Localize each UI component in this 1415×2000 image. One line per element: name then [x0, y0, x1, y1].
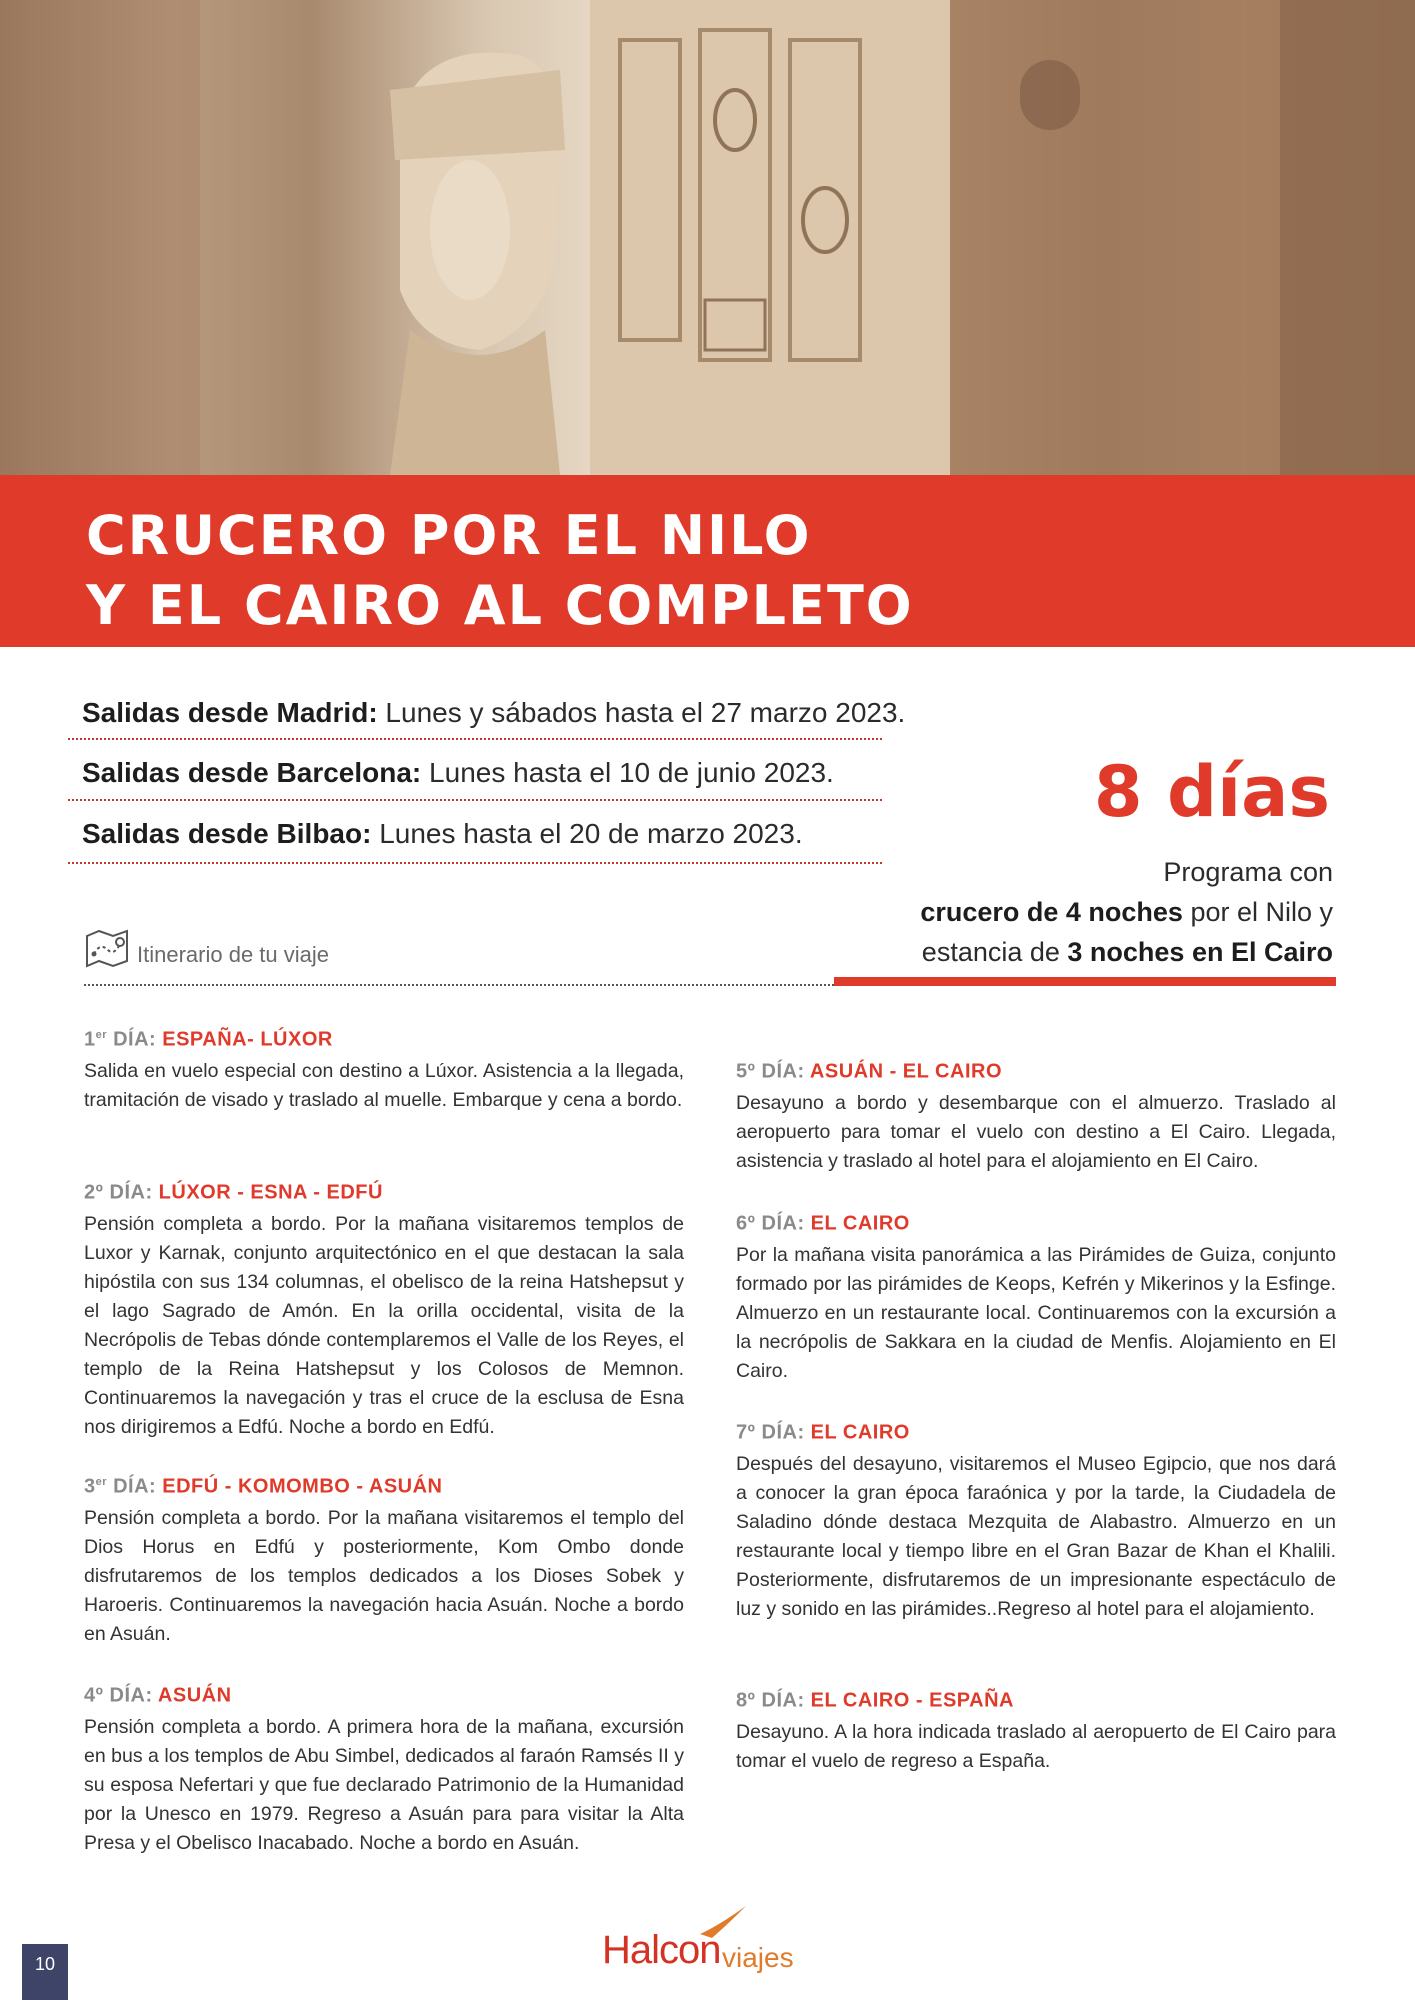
day-prefix: DÍA: [755, 1212, 811, 1235]
day-heading [736, 1052, 1336, 1087]
day-route: ASUÁN [157, 1684, 232, 1707]
map-route-icon [84, 928, 130, 968]
program-summary [773, 852, 1333, 972]
day-route: LÚXOR - ESNA - EDFÚ [158, 1181, 383, 1204]
day-description: Salida en vuelo especial con destino a Lúxor. Asistencia a la llegada, tramitación de visado y traslado al muelle. Embarque y cena a bordo. [84, 1059, 684, 1111]
departure-value: Lunes hasta el 10 de junio 2023. [429, 757, 834, 788]
day-heading [736, 1681, 1336, 1716]
cruise-nights: crucero de 4 noches [920, 897, 1183, 927]
day-route: EDFÚ - KOMOMBO - ASUÁN [162, 1475, 443, 1498]
day-3 [84, 1467, 684, 1649]
page-title [86, 501, 914, 641]
departure-value: Lunes hasta el 20 de marzo 2023. [379, 818, 803, 849]
day-description: Pensión completa a bordo. A primera hora de la mañana, excursión en bus a los templos de Abu Simbel, dedicados al faraón Ramsés II y su esposa Nefertari y que fue declarado Patrimonio de la Humanidad por la Unesco en 1979. Regreso a Asuán para para visitar la Alta Presa y el Obelisco Inacabado. Noche a bordo en Asuán. [84, 1715, 684, 1854]
day-number: 1 [84, 1028, 96, 1051]
title-line-1: CRUCERO POR EL NILO [86, 504, 812, 567]
departure-label: Salidas desde Barcelona: [82, 757, 422, 788]
day-description: Desayuno. A la hora indicada traslado al aeropuerto de El Cairo para tomar el vuelo de regreso a España. [736, 1720, 1336, 1772]
program-line-1: Programa con [1163, 857, 1333, 887]
cairo-nights: 3 noches en El Cairo [1067, 937, 1333, 967]
day-heading [84, 1676, 684, 1711]
day-1 [84, 1020, 684, 1115]
day-number: 8º [736, 1689, 756, 1712]
day-heading [736, 1204, 1336, 1239]
day-description: Desayuno a bordo y desembarque con el almuerzo. Traslado al aeropuerto para tomar el vuelo con destino a El Cairo. Llegada, asistencia y traslado al hotel para el alojamiento en El Cairo. [736, 1091, 1336, 1172]
program-line-3 [773, 932, 1333, 972]
dotted-divider [68, 799, 882, 801]
hero-illustration [0, 0, 1415, 475]
accent-underline [834, 977, 1336, 986]
day-prefix: DÍA: [103, 1684, 158, 1707]
day-heading [84, 1020, 684, 1055]
dotted-divider [68, 862, 882, 864]
day-prefix: DÍA: [107, 1028, 163, 1051]
day-route: EL CAIRO - ESPAÑA [810, 1689, 1014, 1712]
title-line-2: Y EL CAIRO AL COMPLETO [86, 574, 914, 637]
program-line-3-pre: estancia de [921, 937, 1068, 967]
logo-wordmark: Halcon [602, 1928, 721, 1972]
day-description: Por la mañana visita panorámica a las Pirámides de Guiza, conjunto formado por las pirámides de Keops, Kefrén y Mikerinos y la Esfinge. Almuerzo en un restaurante local. Continuaremos con la excursión a la necrópolis de Sakkara en la ciudad de Menfis. Alojamiento en El Cairo. [736, 1243, 1336, 1382]
departure-value: Lunes y sábados hasta el 27 marzo 2023. [385, 697, 906, 728]
departure-barcelona [82, 755, 882, 791]
dotted-divider [68, 738, 882, 740]
day-prefix: DÍA: [103, 1181, 159, 1204]
day-prefix: DÍA: [107, 1475, 163, 1498]
day-route: ESPAÑA- LÚXOR [162, 1028, 333, 1051]
day-5 [736, 1052, 1336, 1176]
day-number: 2º [84, 1181, 104, 1204]
halcon-viajes-logo [602, 1900, 822, 1980]
day-route: EL CAIRO [810, 1212, 910, 1235]
logo-subword: viajes [722, 1942, 794, 1973]
day-ordinal: er [95, 1476, 108, 1488]
title-banner [0, 475, 1415, 647]
day-7 [736, 1413, 1336, 1624]
day-description: Pensión completa a bordo. Por la mañana visitaremos templos de Luxor y Karnak, conjunto arquitectónico en el que destacan la sala hipóstila con sus 134 columnas, el obelisco de la reina Hatshepsut y el lago Sagrado de Amón. En la orilla occidental, visita de la Necrópolis de Tebas dónde contemplaremos el Valle de los Reyes, el templo de la Reina Hatshepsut y los Colosos de Memnon. Continuaremos la navegación y tras el cruce de la esclusa de Esna nos dirigiremos a Edfú. Noche a bordo en Edfú. [84, 1212, 684, 1438]
day-4 [84, 1676, 684, 1858]
departure-label: Salidas desde Bilbao: [82, 818, 372, 849]
program-line-2 [773, 892, 1333, 932]
departure-madrid [82, 695, 906, 731]
day-description: Después del desayuno, visitaremos el Museo Egipcio, que nos dará a conocer la gran época faraónica y por la tarde, la Ciudadela de Saladino dónde destaca Mezquita de Alabastro. Almuerzo en un restaurante local y tiempo libre en el Gran Bazar de Khan el Khalili. Posteriormente, disfrutaremos de un impresionante espectáculo de luz y sonido en las pirámides..Regreso al hotel para el alojamiento. [736, 1452, 1336, 1620]
departure-bilbao [82, 816, 882, 852]
day-ordinal: er [95, 1029, 108, 1041]
itinerary-divider [84, 984, 834, 986]
day-8 [736, 1681, 1336, 1776]
day-number: 5º [736, 1060, 756, 1083]
departure-label: Salidas desde Madrid: [82, 697, 378, 728]
day-number: 4º [84, 1684, 104, 1707]
day-2 [84, 1173, 684, 1442]
day-prefix: DÍA: [755, 1060, 810, 1083]
day-number: 7º [736, 1421, 756, 1444]
itinerary-label: Itinerario de tu viaje [137, 942, 329, 967]
hero-photo-temple [0, 0, 1415, 475]
day-route: EL CAIRO [810, 1421, 910, 1444]
day-description: Pensión completa a bordo. Por la mañana visitaremos el templo del Dios Horus en Edfú y posteriormente, Kom Ombo donde disfrutaremos de los templos dedicados a los Dioses Sobek y Haroeris. Continuaremos la navegación hacia Asuán. Noche a bordo en Asuán. [84, 1506, 684, 1645]
day-heading [736, 1413, 1336, 1448]
duration-heading: 8 días [1093, 751, 1330, 833]
day-route: ASUÁN - EL CAIRO [809, 1060, 1003, 1083]
page-number: 10 [22, 1944, 68, 2000]
day-heading [84, 1173, 684, 1208]
day-6 [736, 1204, 1336, 1386]
day-number: 6º [736, 1212, 756, 1235]
day-number: 3 [84, 1475, 96, 1498]
day-prefix: DÍA: [755, 1689, 811, 1712]
day-heading [84, 1467, 684, 1502]
day-prefix: DÍA: [755, 1421, 811, 1444]
program-line-2-rest: por el Nilo y [1182, 897, 1333, 927]
